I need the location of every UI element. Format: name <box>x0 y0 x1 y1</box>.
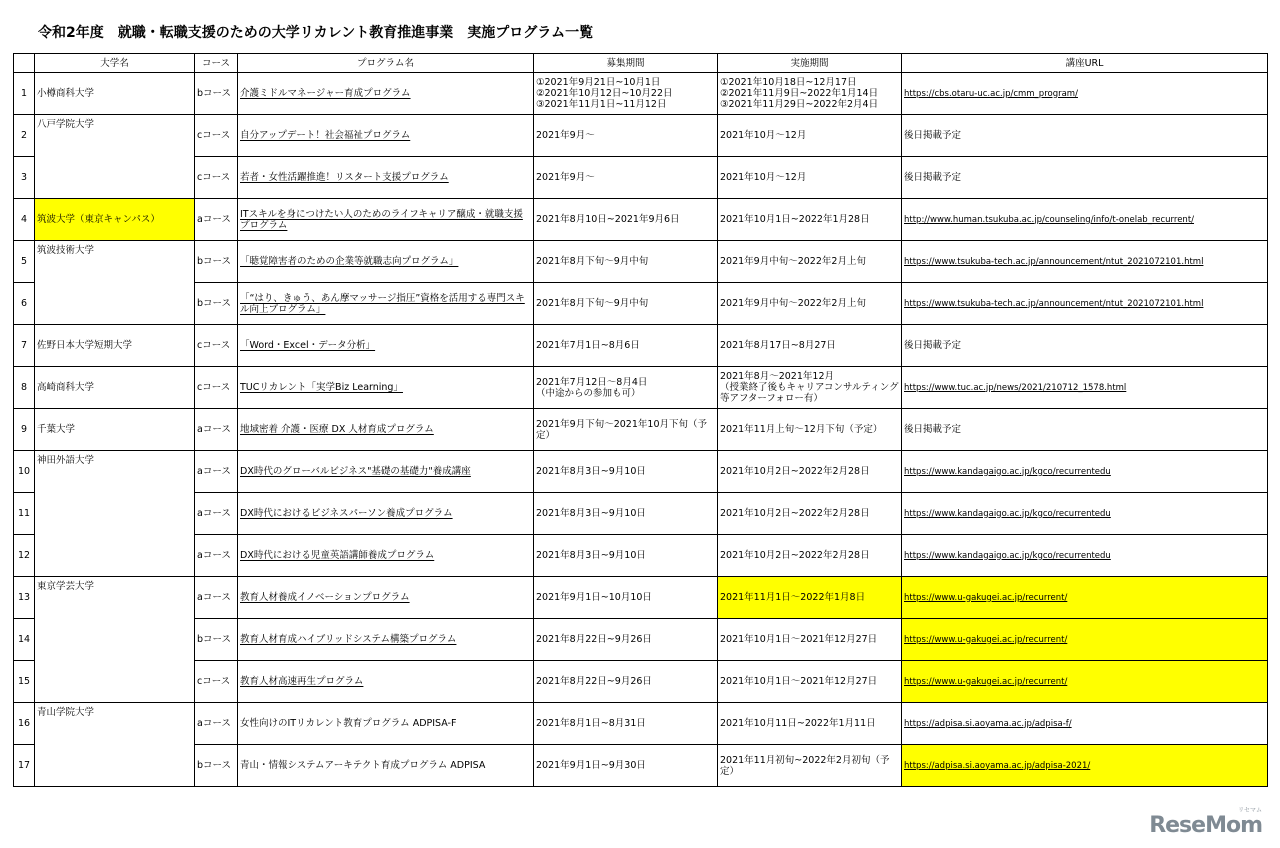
resemom-logo <box>1149 807 1262 838</box>
row-number: 8 <box>14 367 35 409</box>
course-label: cコース <box>195 367 238 409</box>
table-row <box>14 283 1268 325</box>
course-url-link[interactable]: https://cbs.otaru-uc.ac.jp/cmm_program/ <box>904 88 1078 99</box>
course-url-cell <box>902 367 1268 409</box>
course-url-cell <box>902 577 1268 619</box>
header-program: プログラム名 <box>238 54 534 73</box>
row-number: 12 <box>14 535 35 577</box>
row-number: 5 <box>14 241 35 283</box>
implementation-period: 2021年10月2日~2022年2月28日 <box>718 451 902 493</box>
course-url-pending: 後日掲載予定 <box>902 409 1268 451</box>
program-name: 青山・情報システムアーキテクト育成プログラム ADPISA <box>238 745 534 787</box>
table-row <box>14 115 1268 157</box>
logo-text: ReseMom <box>1149 813 1262 838</box>
recruit-period: 2021年8月3日~9月10日 <box>534 535 718 577</box>
recruit-period: 2021年8月1日~8月31日 <box>534 703 718 745</box>
university-name: 小樽商科大学 <box>35 73 195 115</box>
course-label: cコース <box>195 661 238 703</box>
course-url-link[interactable]: https://www.u-gakugei.ac.jp/recurrent/ <box>904 634 1068 645</box>
course-url-cell <box>902 73 1268 115</box>
course-label: cコース <box>195 157 238 199</box>
course-url-cell <box>902 241 1268 283</box>
recruit-period: 2021年8月3日~9月10日 <box>534 493 718 535</box>
implementation-period: 2021年10月～12月 <box>718 115 902 157</box>
table-row <box>14 367 1268 409</box>
implementation-period: 2021年10月11日~2022年1月11日 <box>718 703 902 745</box>
header-url: 講座URL <box>902 54 1268 73</box>
row-number: 17 <box>14 745 35 787</box>
row-number: 1 <box>14 73 35 115</box>
course-url-link[interactable]: https://www.tsukuba-tech.ac.jp/announcement/ntut_2021072101.html <box>904 256 1204 267</box>
course-url-link[interactable]: https://adpisa.si.aoyama.ac.jp/adpisa-2021/ <box>904 760 1091 771</box>
header-num <box>14 54 35 73</box>
implementation-period: 2021年8月17日~8月27日 <box>718 325 902 367</box>
implementation-period: 2021年11月1日～2022年1月8日 <box>718 577 902 619</box>
recruit-period: 2021年8月22日~9月26日 <box>534 619 718 661</box>
recruit-period: ①2021年9月21日~10月1日 ②2021年10月12日~10月22日 ③2021年11月1日~11月12日 <box>534 73 718 115</box>
recruit-period: 2021年9月下旬～2021年10月下旬（予定） <box>534 409 718 451</box>
row-number: 16 <box>14 703 35 745</box>
row-number: 9 <box>14 409 35 451</box>
course-url-cell <box>902 619 1268 661</box>
recruit-period: 2021年9月1日~9月30日 <box>534 745 718 787</box>
program-name: 教育人材高速再生プログラム <box>238 661 534 703</box>
implementation-period: 2021年10月1日～2021年12月27日 <box>718 661 902 703</box>
course-label: bコース <box>195 73 238 115</box>
course-url-cell <box>902 199 1268 241</box>
program-name: 女性向けのITリカレント教育プログラム ADPISA-F <box>238 703 534 745</box>
table-row <box>14 325 1268 367</box>
header-recruit: 募集期間 <box>534 54 718 73</box>
recruit-period: 2021年9月～ <box>534 115 718 157</box>
program-name: 「Word・Excel・データ分析」 <box>238 325 534 367</box>
program-name: 教育人材養成イノベーションプログラム <box>238 577 534 619</box>
course-url-cell <box>902 283 1268 325</box>
program-name: 地域密着 介護・医療 DX 人材育成プログラム <box>238 409 534 451</box>
implementation-period: 2021年10月2日~2022年2月28日 <box>718 493 902 535</box>
university-name: 東京学芸大学 <box>35 577 195 703</box>
course-label: aコース <box>195 577 238 619</box>
university-name: 八戸学院大学 <box>35 115 195 199</box>
course-label: aコース <box>195 199 238 241</box>
page-title: 令和2年度 就職・転職支援のための大学リカレント教育推進事業 実施プログラム一覧 <box>38 25 594 41</box>
course-url-link[interactable]: https://www.kandagaigo.ac.jp/kgco/recurrentedu <box>904 466 1111 477</box>
table-row <box>14 493 1268 535</box>
table-row <box>14 157 1268 199</box>
row-number: 3 <box>14 157 35 199</box>
table-row <box>14 703 1268 745</box>
course-label: bコース <box>195 619 238 661</box>
implementation-period: 2021年9月中旬～2022年2月上旬 <box>718 241 902 283</box>
program-name: TUCリカレント「実学Biz Learning」 <box>238 367 534 409</box>
course-url-cell <box>902 703 1268 745</box>
recruit-period: 2021年9月1日~10月10日 <box>534 577 718 619</box>
university-name: 高崎商科大学 <box>35 367 195 409</box>
university-name: 千葉大学 <box>35 409 195 451</box>
row-number: 14 <box>14 619 35 661</box>
course-label: aコース <box>195 703 238 745</box>
recruit-period: 2021年7月12日～8月4日 （中途からの参加も可） <box>534 367 718 409</box>
table-row <box>14 535 1268 577</box>
recruit-period: 2021年9月～ <box>534 157 718 199</box>
table-row <box>14 199 1268 241</box>
course-url-cell <box>902 745 1268 787</box>
course-url-link[interactable]: https://adpisa.si.aoyama.ac.jp/adpisa-f/ <box>904 718 1072 729</box>
course-label: aコース <box>195 409 238 451</box>
course-url-link[interactable]: https://www.tuc.ac.jp/news/2021/210712_1578.html <box>904 382 1127 393</box>
course-label: bコース <box>195 745 238 787</box>
course-label: cコース <box>195 325 238 367</box>
university-name: 青山学院大学 <box>35 703 195 787</box>
implementation-period: 2021年10月1日~2022年1月28日 <box>718 199 902 241</box>
implementation-period: 2021年10月1日～2021年12月27日 <box>718 619 902 661</box>
course-label: cコース <box>195 115 238 157</box>
row-number: 6 <box>14 283 35 325</box>
course-url-cell <box>902 493 1268 535</box>
university-name: 佐野日本大学短期大学 <box>35 325 195 367</box>
course-url-cell <box>902 661 1268 703</box>
course-url-cell <box>902 451 1268 493</box>
table-row <box>14 577 1268 619</box>
row-number: 13 <box>14 577 35 619</box>
program-name: ITスキルを身につけたい人のためのライフキャリア醸成・就職支援プログラム <box>238 199 534 241</box>
course-url-link[interactable]: http://www.human.tsukuba.ac.jp/counseling/info/t-onelab_recurrent/ <box>904 214 1195 225</box>
table-row <box>14 745 1268 787</box>
course-url-link[interactable]: https://www.u-gakugei.ac.jp/recurrent/ <box>904 592 1068 603</box>
program-name: 自分アップデート！社会福祉プログラム <box>238 115 534 157</box>
course-label: aコース <box>195 493 238 535</box>
course-url-pending: 後日掲載予定 <box>902 115 1268 157</box>
implementation-period: 2021年11月上旬～12月下旬（予定） <box>718 409 902 451</box>
table-row <box>14 73 1268 115</box>
program-name: 若者・女性活躍推進！リスタート支援プログラム <box>238 157 534 199</box>
course-url-cell <box>902 535 1268 577</box>
course-label: bコース <box>195 241 238 283</box>
row-number: 4 <box>14 199 35 241</box>
course-label: bコース <box>195 283 238 325</box>
implementation-period: 2021年11月初旬~2022年2月初旬（予定） <box>718 745 902 787</box>
program-name: 「“はり、きゅう、あん摩マッサージ指圧”資格を活用する専門スキル向上プログラム」 <box>238 283 534 325</box>
recruit-period: 2021年8月3日~9月10日 <box>534 451 718 493</box>
program-name: 教育人材育成ハイブリッドシステム構築プログラム <box>238 619 534 661</box>
table-row <box>14 241 1268 283</box>
table-row <box>14 661 1268 703</box>
course-url-link[interactable]: https://www.u-gakugei.ac.jp/recurrent/ <box>904 676 1068 687</box>
header-course: コース <box>195 54 238 73</box>
implementation-period: 2021年9月中旬～2022年2月上旬 <box>718 283 902 325</box>
implementation-period: 2021年8月～2021年12月 （授業終了後もキャリアコンサルティング等アフターフォロー有） <box>718 367 902 409</box>
table-row <box>14 409 1268 451</box>
course-url-link[interactable]: https://www.kandagaigo.ac.jp/kgco/recurrentedu <box>904 550 1111 561</box>
program-table <box>13 53 1268 787</box>
row-number: 15 <box>14 661 35 703</box>
header-university: 大学名 <box>35 54 195 73</box>
implementation-period: 2021年10月～12月 <box>718 157 902 199</box>
program-name: 介護ミドルマネージャー育成プログラム <box>238 73 534 115</box>
row-number: 7 <box>14 325 35 367</box>
program-name: 「聴覚障害者のための企業等就職志向プログラム」 <box>238 241 534 283</box>
university-name: 筑波技術大学 <box>35 241 195 325</box>
implementation-period: ①2021年10月18日~12月17日 ②2021年11月9日~2022年1月14日 ③2021年11月29日~2022年2月4日 <box>718 73 902 115</box>
row-number: 2 <box>14 115 35 157</box>
header-row <box>14 54 1268 73</box>
recruit-period: 2021年7月1日~8月6日 <box>534 325 718 367</box>
row-number: 11 <box>14 493 35 535</box>
university-name: 筑波大学（東京キャンパス） <box>35 199 195 241</box>
program-name: DX時代のグローバルビジネス"基礎の基礎力"養成講座 <box>238 451 534 493</box>
recruit-period: 2021年8月下旬～9月中旬 <box>534 283 718 325</box>
recruit-period: 2021年8月10日~2021年9月6日 <box>534 199 718 241</box>
university-name: 神田外語大学 <box>35 451 195 577</box>
course-url-link[interactable]: https://www.kandagaigo.ac.jp/kgco/recurrentedu <box>904 508 1111 519</box>
recruit-period: 2021年8月22日~9月26日 <box>534 661 718 703</box>
course-url-link[interactable]: https://www.tsukuba-tech.ac.jp/announcement/ntut_2021072101.html <box>904 298 1204 309</box>
table-row <box>14 619 1268 661</box>
program-name: DX時代における児童英語講師養成プログラム <box>238 535 534 577</box>
course-url-pending: 後日掲載予定 <box>902 157 1268 199</box>
recruit-period: 2021年8月下旬～9月中旬 <box>534 241 718 283</box>
course-url-pending: 後日掲載予定 <box>902 325 1268 367</box>
header-period: 実施期間 <box>718 54 902 73</box>
implementation-period: 2021年10月2日~2022年2月28日 <box>718 535 902 577</box>
program-name: DX時代におけるビジネスパーソン養成プログラム <box>238 493 534 535</box>
row-number: 10 <box>14 451 35 493</box>
course-label: aコース <box>195 451 238 493</box>
table-row <box>14 451 1268 493</box>
course-label: aコース <box>195 535 238 577</box>
logo-subtitle: リセマム <box>1238 807 1262 814</box>
